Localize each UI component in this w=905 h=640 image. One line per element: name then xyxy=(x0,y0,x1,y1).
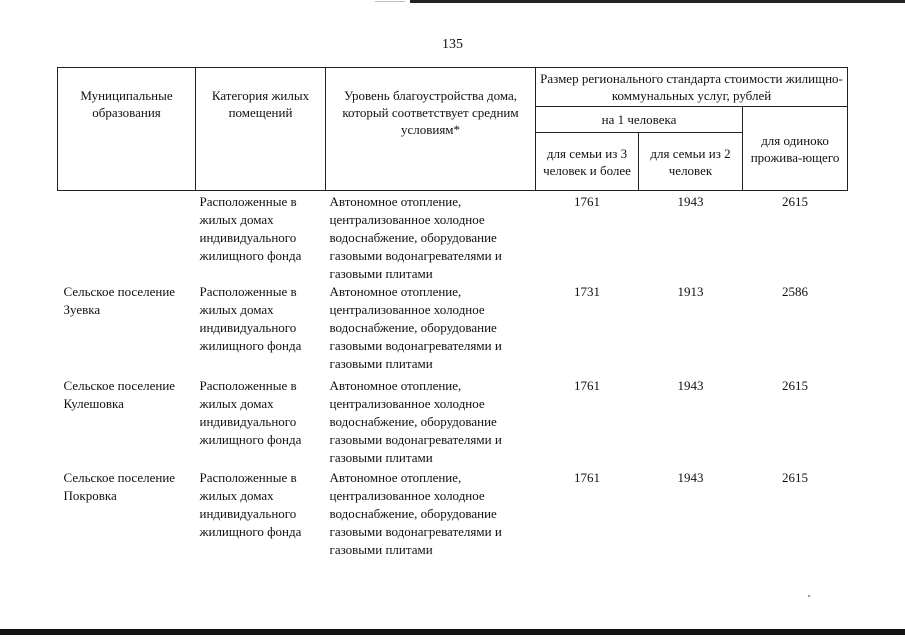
scan-mark xyxy=(375,1,405,2)
single-cell: 2586 xyxy=(782,284,808,299)
family2-cell: 1943 xyxy=(677,194,704,209)
category-cell: Расположенные в жилых домах индивидуального жилищного фонда xyxy=(199,470,302,539)
header-category: Категория жилых помещений xyxy=(196,68,326,191)
level-cell: Автономное отопление, централизованное холодное водоснабжение, оборудование газовыми водонагревателями и газовыми плитами xyxy=(329,284,502,371)
single-cell: 2615 xyxy=(782,194,808,209)
category-cell: Расположенные в жилых домах индивидуального жилищного фонда xyxy=(199,194,302,263)
family3-cell: 1761 xyxy=(574,378,600,393)
family3-cell: 1761 xyxy=(574,470,600,485)
header-family3: для семьи из 3 человек и более xyxy=(536,133,639,191)
header-family2: для семьи из 2 человек xyxy=(639,133,743,191)
category-cell: Расположенные в жилых домах индивидуального жилищного фонда xyxy=(199,378,302,447)
top-rule xyxy=(410,0,905,3)
category-cell: Расположенные в жилых домах индивидуального жилищного фонда xyxy=(199,284,302,353)
header-municipality: Муниципальные образования xyxy=(58,68,196,191)
housing-standard-table xyxy=(57,67,848,559)
level-cell: Автономное отопление, централизованное холодное водоснабжение, оборудование газовыми водонагревателями и газовыми плитами xyxy=(329,378,502,465)
level-cell: Автономное отопление, централизованное холодное водоснабжение, оборудование газовыми водонагревателями и газовыми плитами xyxy=(329,194,502,281)
page-number: 135 xyxy=(442,37,463,52)
header-per-person: на 1 человека xyxy=(536,107,743,133)
bottom-rule xyxy=(0,629,905,635)
single-cell: 2615 xyxy=(782,378,808,393)
header-level: Уровень благоустройства дома, который соответствует средним условиям* xyxy=(326,68,536,191)
family3-cell: 1761 xyxy=(574,194,600,209)
table-row xyxy=(58,375,848,467)
table-row xyxy=(58,283,848,375)
header-standard: Размер регионального стандарта стоимости жилищно-коммунальных услуг, рублей xyxy=(536,68,848,107)
municipality-cell: Сельское поселение Покровка xyxy=(63,470,176,503)
municipality-cell xyxy=(58,191,196,284)
family3-cell: 1731 xyxy=(574,284,600,299)
table-row xyxy=(58,467,848,559)
family2-cell: 1913 xyxy=(677,284,704,299)
scan-speck xyxy=(808,595,810,597)
table-row xyxy=(58,191,848,284)
level-cell: Автономное отопление, централизованное холодное водоснабжение, оборудование газовыми водонагревателями и газовыми плитами xyxy=(329,470,502,557)
family2-cell: 1943 xyxy=(677,470,704,485)
municipality-cell: Сельское поселение Кулешовка xyxy=(63,378,176,411)
municipality-cell: Сельское поселение Зуевка xyxy=(63,284,176,317)
header-single: для одиноко прожива-ющего xyxy=(743,107,848,191)
single-cell: 2615 xyxy=(782,470,808,485)
family2-cell: 1943 xyxy=(677,378,704,393)
